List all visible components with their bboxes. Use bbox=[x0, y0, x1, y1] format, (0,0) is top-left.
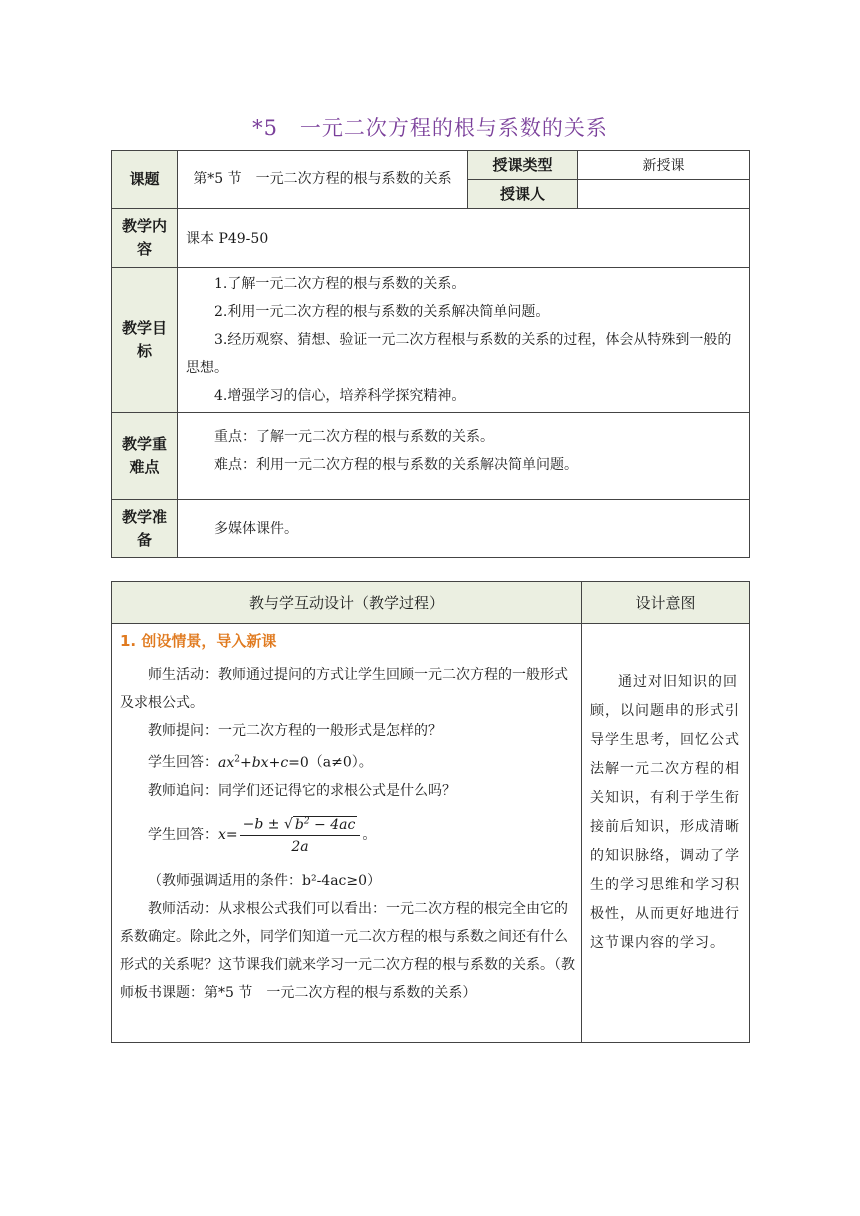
condition-note: （教师强调适用的条件：b²-4ac≥0） bbox=[148, 872, 382, 889]
process-body bbox=[112, 624, 582, 1043]
intent-header: 设计意图 bbox=[582, 582, 750, 624]
teacher-question: 教师追问：同学们还记得它的求根公式是什么吗？ bbox=[148, 782, 456, 799]
goal-item: 3.经历观察、猜想、验证一元二次方程根与系数的关系的过程，体会从特殊到一般的思想。 bbox=[186, 332, 732, 376]
teacher-value bbox=[578, 180, 750, 209]
content-value: 课本 P49-50 bbox=[178, 209, 750, 268]
keypoint-item: 难点：利用一元二次方程的根与系数的关系解决简单问题。 bbox=[214, 457, 578, 473]
teacher-label: 授课人 bbox=[468, 180, 578, 209]
type-value: 新授课 bbox=[578, 151, 750, 180]
page-title: *5 一元二次方程的根与系数的关系 bbox=[252, 116, 608, 140]
answer-prefix: 学生回答： bbox=[148, 826, 218, 843]
process-table bbox=[111, 581, 750, 1043]
quadratic-formula: $\frac{-b \pm √ b^2 - 4ac}{2a}$ bbox=[240, 811, 361, 858]
topic-value: 第*5 节 一元二次方程的根与系数的关系 bbox=[178, 151, 468, 209]
student-answer bbox=[112, 745, 575, 777]
keypoints-list bbox=[178, 413, 750, 500]
design-intent bbox=[582, 624, 750, 1043]
goal-item: 4.增强学习的信心，培养科学探究精神。 bbox=[214, 388, 466, 404]
answer-suffix: 。 bbox=[362, 826, 377, 843]
lesson-info-table bbox=[111, 150, 750, 558]
process-header: 教与学互动设计（教学过程） bbox=[112, 582, 582, 624]
goals-list bbox=[178, 268, 750, 413]
topic-label: 课题 bbox=[112, 151, 178, 209]
goal-item: 2.利用一元二次方程的根与系数的关系解决简单问题。 bbox=[214, 304, 550, 320]
answer-suffix: （a≠0）。 bbox=[308, 754, 373, 771]
general-form-formula: $ax^2+bx+c=0$ bbox=[218, 754, 309, 771]
goal-item: 1.了解一元二次方程的根与系数的关系。 bbox=[214, 276, 466, 292]
design-intent-text: 通过对旧知识的回顾，以问题串的形式引导学生思考，回忆公式法解一元二次方程的相关知识，有利于学生衔接前后知识，形成清晰的知识脉络，调动了学生的学习思维和学习积极性，从而更好地进行这节课内容的学习。 bbox=[590, 674, 740, 951]
keypoints-label: 教学重难点 bbox=[112, 413, 178, 500]
type-label: 授课类型 bbox=[468, 151, 578, 180]
prep-value: 多媒体课件。 bbox=[214, 520, 298, 537]
keypoint-item: 重点：了解一元二次方程的根与系数的关系。 bbox=[214, 429, 494, 445]
content-label: 教学内容 bbox=[112, 209, 178, 268]
answer-prefix: 学生回答： bbox=[148, 754, 218, 771]
process-para: 师生活动：教师通过提问的方式让学生回顾一元二次方程的一般形式及求根公式。 bbox=[120, 667, 568, 711]
goals-label: 教学目标 bbox=[112, 268, 178, 413]
prep-label: 教学准备 bbox=[112, 500, 178, 558]
student-answer: 学生回答：x= $\frac{-b \pm √ b^2 - 4ac}{2a}$ 。 bbox=[112, 807, 575, 863]
teacher-question: 教师提问：一元二次方程的一般形式是怎样的？ bbox=[148, 723, 442, 739]
section-title: 1. 创设情景，导入新课 bbox=[120, 632, 277, 650]
process-para: 教师活动：从求根公式我们可以看出：一元二次方程的根完全由它的系数确定。除此之外，同学们知道一元二次方程的根与系数之间还有什么形式的关系呢？这节课我们就来学习一元二次方程的根与系数的关系。（教师板书课题：第*5 节 一元二次方程的根与系数的关系） bbox=[120, 900, 575, 1001]
